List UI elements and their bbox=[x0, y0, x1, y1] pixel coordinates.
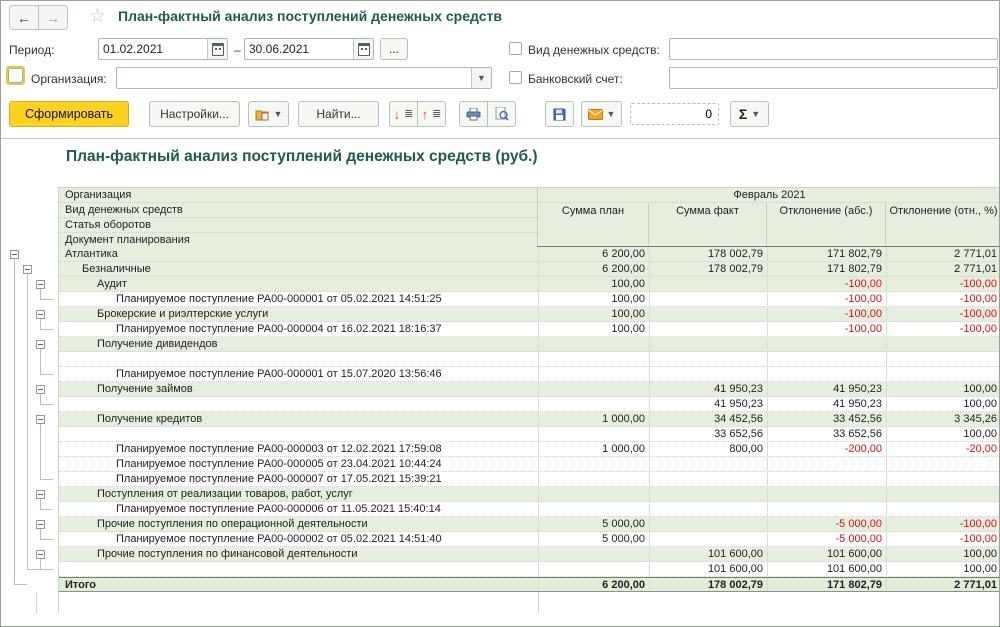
cell-value[interactable]: -100,00 bbox=[768, 292, 887, 306]
group-bracket-line bbox=[40, 559, 41, 569]
period-from-input[interactable] bbox=[99, 39, 207, 59]
cell-value[interactable]: 178 002,79 bbox=[650, 578, 768, 591]
table-row[interactable] bbox=[59, 307, 1000, 322]
sum-function-button[interactable] bbox=[730, 101, 769, 127]
collapse-group-button[interactable] bbox=[36, 490, 45, 499]
arrow-up-icon: ↑ bbox=[421, 106, 429, 122]
cell-value[interactable]: 100,00 bbox=[539, 322, 650, 336]
row-label[interactable] bbox=[59, 427, 539, 441]
cell-value[interactable] bbox=[539, 367, 650, 381]
cell-value[interactable]: 5 000,00 bbox=[539, 517, 650, 531]
row-label[interactable]: Получение дивидендов bbox=[59, 337, 539, 351]
total-row[interactable] bbox=[59, 577, 1000, 592]
cell-value[interactable] bbox=[539, 337, 650, 351]
table-row[interactable] bbox=[59, 562, 1000, 577]
forward-arrow-icon: → bbox=[46, 9, 60, 26]
cell-value[interactable]: 2 771,01 bbox=[887, 247, 1000, 261]
cell-value[interactable] bbox=[650, 487, 768, 501]
collapse-group-button[interactable] bbox=[23, 265, 32, 274]
row-label[interactable]: Атлантика bbox=[59, 247, 539, 261]
nav-button-group bbox=[9, 5, 68, 30]
back-button[interactable] bbox=[9, 5, 39, 30]
period-column-header[interactable]: Февраль 2021 bbox=[538, 188, 1000, 203]
cash-kind-input[interactable] bbox=[670, 39, 997, 59]
find-button[interactable]: Найти... bbox=[298, 101, 379, 127]
cell-value[interactable] bbox=[650, 292, 768, 306]
row-label[interactable]: Планируемое поступление РА00-000004 от 16.02.2021 18:16:37 bbox=[59, 322, 539, 336]
row-label[interactable]: Поступления от реализации товаров, работ, услуг bbox=[59, 487, 539, 501]
cell-value[interactable]: 6 200,00 bbox=[539, 247, 650, 261]
column-header-deviation-abs[interactable]: Отклонение (абс.) bbox=[767, 203, 886, 246]
cell-value[interactable] bbox=[887, 367, 1000, 381]
bank-account-label: Банковский счет: bbox=[528, 72, 623, 86]
table-row[interactable] bbox=[59, 322, 1000, 337]
grid-line bbox=[36, 592, 37, 614]
group-bracket-line bbox=[40, 289, 41, 299]
cell-value[interactable]: 1 000,00 bbox=[539, 442, 650, 456]
list-lines-icon: ≣ bbox=[432, 107, 442, 120]
sigma-icon: Σ bbox=[738, 106, 748, 122]
cell-value[interactable]: -100,00 bbox=[768, 277, 887, 291]
collapse-group-button[interactable] bbox=[36, 415, 45, 424]
organization-label: Организация: bbox=[31, 72, 107, 86]
collapse-group-button[interactable] bbox=[36, 340, 45, 349]
cell-value[interactable]: -100,00 bbox=[768, 322, 887, 336]
table-row[interactable] bbox=[59, 457, 1000, 472]
cell-value[interactable] bbox=[650, 337, 768, 351]
group-bracket-corner bbox=[40, 539, 53, 540]
table-row[interactable] bbox=[59, 412, 1000, 427]
group-bracket-line bbox=[40, 499, 41, 509]
cell-value[interactable] bbox=[887, 457, 1000, 471]
cell-value[interactable] bbox=[539, 352, 650, 366]
cell-value[interactable] bbox=[539, 397, 650, 411]
row-label[interactable] bbox=[59, 397, 539, 411]
collapse-group-button[interactable] bbox=[36, 550, 45, 559]
cell-value[interactable] bbox=[539, 472, 650, 486]
cell-value[interactable] bbox=[539, 547, 650, 561]
cell-value[interactable]: 2 771,01 bbox=[887, 578, 1000, 591]
floppy-disk-icon bbox=[553, 108, 566, 121]
report-rows bbox=[58, 247, 1000, 592]
table-row[interactable] bbox=[59, 382, 1000, 397]
table-row[interactable] bbox=[59, 442, 1000, 457]
cell-value[interactable]: 101 600,00 bbox=[650, 562, 768, 576]
bank-account-checkbox[interactable] bbox=[509, 71, 522, 84]
group-bracket-line bbox=[40, 424, 41, 479]
row-label[interactable]: Планируемое поступление РА00-000005 от 23.04.2021 10:44:24 bbox=[59, 457, 539, 471]
report-title: План-фактный анализ поступлений денежных средств (руб.) bbox=[66, 148, 538, 165]
cell-value[interactable]: 33 452,56 bbox=[768, 412, 887, 426]
cell-value[interactable]: 41 950,23 bbox=[650, 382, 768, 396]
period-to-field bbox=[244, 38, 374, 60]
cell-value[interactable]: 3 345,26 bbox=[887, 412, 1000, 426]
bank-account-field bbox=[669, 67, 998, 89]
cell-value[interactable]: -100,00 bbox=[887, 277, 1000, 291]
cell-value[interactable] bbox=[539, 427, 650, 441]
group-bracket-line bbox=[40, 319, 41, 329]
settings-button[interactable]: Настройки... bbox=[149, 101, 240, 127]
group-bracket-line bbox=[40, 349, 41, 374]
collapse-group-button[interactable] bbox=[10, 250, 19, 259]
cell-value[interactable] bbox=[768, 487, 887, 501]
cell-value[interactable]: 41 950,23 bbox=[768, 397, 887, 411]
table-row[interactable] bbox=[59, 292, 1000, 307]
group-bracket-corner bbox=[40, 479, 53, 480]
group-bracket-line bbox=[40, 529, 41, 539]
report-variants-button[interactable] bbox=[248, 101, 289, 127]
column-header-fact[interactable]: Сумма факт bbox=[649, 203, 767, 246]
collapse-groups-button[interactable] bbox=[417, 101, 446, 127]
row-header-labels bbox=[59, 188, 538, 246]
grid-line bbox=[58, 592, 59, 614]
cell-value[interactable] bbox=[768, 352, 887, 366]
row-label[interactable] bbox=[59, 562, 539, 576]
row-label[interactable]: Получение займов bbox=[59, 382, 539, 396]
cell-value[interactable]: 34 452,56 bbox=[650, 412, 768, 426]
organization-combo bbox=[116, 67, 492, 89]
table-row[interactable] bbox=[59, 352, 1000, 367]
cell-value[interactable] bbox=[650, 472, 768, 486]
calendar-icon bbox=[212, 43, 224, 56]
collapse-group-button[interactable] bbox=[36, 280, 45, 289]
cell-value[interactable] bbox=[539, 502, 650, 516]
chevron-down-icon: ▼ bbox=[606, 109, 616, 119]
cell-value[interactable]: 100,00 bbox=[539, 292, 650, 306]
cell-value[interactable]: 178 002,79 bbox=[650, 247, 768, 261]
collapse-group-button[interactable] bbox=[36, 310, 45, 319]
cell-value[interactable] bbox=[539, 487, 650, 501]
period-from-calendar-button[interactable] bbox=[207, 39, 227, 59]
report-area bbox=[1, 138, 999, 626]
row-label[interactable]: Аудит bbox=[59, 277, 539, 291]
group-bracket-corner bbox=[14, 584, 27, 585]
group-bracket-line bbox=[40, 394, 41, 404]
cash-kind-label: Вид денежных средств: bbox=[528, 43, 660, 57]
cell-value[interactable] bbox=[539, 382, 650, 396]
forward-button[interactable] bbox=[38, 5, 68, 30]
cell-value[interactable] bbox=[650, 307, 768, 321]
printer-icon bbox=[466, 108, 481, 121]
cell-value[interactable]: 5 000,00 bbox=[539, 532, 650, 546]
table-row[interactable] bbox=[59, 247, 1000, 262]
collapse-group-button[interactable] bbox=[36, 385, 45, 394]
cell-value[interactable] bbox=[539, 562, 650, 576]
row-header-flow-item[interactable]: Статья оборотов bbox=[59, 218, 537, 233]
row-label[interactable]: Планируемое поступление РА00-000002 от 05.02.2021 14:51:40 bbox=[59, 532, 539, 546]
page-title: План-фактный анализ поступлений денежных средств bbox=[118, 8, 502, 24]
cell-value[interactable]: 101 600,00 bbox=[768, 562, 887, 576]
cell-value[interactable] bbox=[887, 337, 1000, 351]
cell-value[interactable]: -100,00 bbox=[887, 532, 1000, 546]
cell-value[interactable] bbox=[650, 277, 768, 291]
cell-value[interactable]: 2 771,01 bbox=[887, 262, 1000, 276]
cash-kind-field bbox=[669, 38, 998, 60]
chevron-down-icon: ▼ bbox=[477, 73, 486, 83]
generate-button[interactable]: Сформировать bbox=[9, 101, 129, 127]
cell-value[interactable]: 100,00 bbox=[887, 382, 1000, 396]
row-header-planning-document[interactable]: Документ планирования bbox=[59, 233, 537, 248]
group-bracket-corner bbox=[40, 569, 53, 570]
chevron-down-icon: ▼ bbox=[273, 109, 283, 119]
cell-value[interactable] bbox=[768, 502, 887, 516]
table-row[interactable] bbox=[59, 277, 1000, 292]
cell-value[interactable]: -100,00 bbox=[887, 517, 1000, 531]
save-button[interactable] bbox=[545, 101, 574, 127]
cell-value[interactable]: -20,00 bbox=[887, 442, 1000, 456]
list-lines-icon: ≣ bbox=[404, 107, 414, 120]
cell-value[interactable]: 41 950,23 bbox=[768, 382, 887, 396]
group-bracket-corner bbox=[40, 374, 53, 375]
table-row[interactable] bbox=[59, 517, 1000, 532]
cell-value[interactable]: -200,00 bbox=[768, 442, 887, 456]
calendar-icon bbox=[358, 43, 370, 56]
organization-checkbox-focus-ring bbox=[6, 66, 25, 85]
cell-value[interactable]: 171 802,79 bbox=[768, 247, 887, 261]
row-label[interactable]: Итого bbox=[59, 578, 539, 591]
row-label[interactable]: Планируемое поступление РА00-000006 от 11.05.2021 15:40:14 bbox=[59, 502, 539, 516]
row-label[interactable]: Брокерские и риэлтерские услуги bbox=[59, 307, 539, 321]
cell-value[interactable]: -5 000,00 bbox=[768, 532, 887, 546]
cell-value[interactable]: 33 652,56 bbox=[768, 427, 887, 441]
cell-value[interactable]: 100,00 bbox=[887, 427, 1000, 441]
cell-value[interactable]: 100,00 bbox=[887, 397, 1000, 411]
table-row[interactable] bbox=[59, 337, 1000, 352]
cell-value[interactable]: -100,00 bbox=[887, 307, 1000, 321]
favorite-star-icon[interactable]: ☆ bbox=[89, 6, 107, 27]
cell-value[interactable]: 100,00 bbox=[887, 562, 1000, 576]
cell-value[interactable] bbox=[650, 457, 768, 471]
column-header-plan[interactable]: Сумма план bbox=[538, 203, 649, 246]
grid-line bbox=[538, 592, 539, 614]
organization-dropdown-button[interactable] bbox=[471, 68, 491, 88]
grouping-tree-margin bbox=[1, 247, 58, 593]
cell-value[interactable]: 178 002,79 bbox=[650, 262, 768, 276]
print-preview-button[interactable] bbox=[487, 101, 516, 127]
table-row[interactable] bbox=[59, 532, 1000, 547]
column-header-deviation-rel[interactable]: Отклонение (отн., %) bbox=[886, 203, 1000, 246]
table-row[interactable] bbox=[59, 502, 1000, 517]
row-header-organization[interactable]: Организация bbox=[59, 188, 537, 203]
period-label: Период: bbox=[9, 43, 55, 57]
cell-value[interactable] bbox=[539, 457, 650, 471]
group-bracket-corner bbox=[40, 299, 53, 300]
table-row[interactable] bbox=[59, 397, 1000, 412]
row-label[interactable]: Прочие поступления по операционной деятельности bbox=[59, 517, 539, 531]
cell-value[interactable] bbox=[650, 367, 768, 381]
cell-value[interactable] bbox=[887, 472, 1000, 486]
cell-value[interactable]: -100,00 bbox=[887, 322, 1000, 336]
cell-value[interactable]: 100,00 bbox=[539, 277, 650, 291]
cell-value[interactable]: 6 200,00 bbox=[539, 262, 650, 276]
row-label[interactable]: Планируемое поступление РА00-000001 от 15.07.2020 13:56:46 bbox=[59, 367, 539, 381]
cell-value[interactable]: 6 200,00 bbox=[539, 578, 650, 591]
period-more-button[interactable]: ... bbox=[380, 38, 408, 60]
organization-checkbox[interactable] bbox=[8, 68, 23, 83]
send-mail-button[interactable] bbox=[581, 101, 622, 127]
table-row[interactable] bbox=[59, 472, 1000, 487]
row-label[interactable]: Безналичные bbox=[59, 262, 539, 276]
table-row[interactable] bbox=[59, 547, 1000, 562]
autosum-input[interactable] bbox=[631, 104, 718, 124]
row-label[interactable] bbox=[59, 352, 539, 366]
period-to-input[interactable] bbox=[245, 39, 353, 59]
period-from-field bbox=[98, 38, 228, 60]
cell-value[interactable]: -100,00 bbox=[768, 307, 887, 321]
group-bracket-line bbox=[27, 274, 28, 569]
table-row[interactable] bbox=[59, 487, 1000, 502]
cash-kind-checkbox[interactable] bbox=[509, 42, 522, 55]
cell-value[interactable] bbox=[887, 352, 1000, 366]
group-bracket-corner bbox=[40, 329, 53, 330]
row-label[interactable]: Получение кредитов bbox=[59, 412, 539, 426]
cell-value[interactable] bbox=[650, 532, 768, 546]
cell-value[interactable]: 100,00 bbox=[887, 547, 1000, 561]
group-bracket-corner bbox=[27, 569, 40, 570]
back-arrow-icon: ← bbox=[17, 9, 31, 26]
cell-value[interactable] bbox=[768, 337, 887, 351]
row-label[interactable]: Планируемое поступление РА00-000007 от 17.05.2021 15:39:21 bbox=[59, 472, 539, 486]
cell-value[interactable] bbox=[650, 517, 768, 531]
cell-value[interactable] bbox=[768, 472, 887, 486]
report-header bbox=[58, 187, 1000, 247]
table-row[interactable] bbox=[59, 262, 1000, 277]
folder-document-icon bbox=[255, 108, 270, 121]
preview-magnifier-icon bbox=[495, 107, 509, 121]
cell-value[interactable]: 101 600,00 bbox=[768, 547, 887, 561]
column-headers bbox=[538, 188, 1000, 246]
cell-value[interactable]: 100,00 bbox=[539, 307, 650, 321]
chevron-down-icon: ▼ bbox=[751, 109, 761, 119]
row-label[interactable]: Планируемое поступление РА00-000003 от 12.02.2021 17:59:08 bbox=[59, 442, 539, 456]
cell-value[interactable]: 171 802,79 bbox=[768, 262, 887, 276]
cell-value[interactable]: 101 600,00 bbox=[650, 547, 768, 561]
cell-value[interactable]: 171 802,79 bbox=[768, 578, 887, 591]
cell-value[interactable]: -100,00 bbox=[887, 292, 1000, 306]
expand-groups-button[interactable] bbox=[389, 101, 418, 127]
cell-value[interactable] bbox=[887, 502, 1000, 516]
cell-value[interactable]: -5 000,00 bbox=[768, 517, 887, 531]
envelope-icon bbox=[588, 109, 603, 120]
period-separator: – bbox=[234, 43, 241, 57]
print-button[interactable] bbox=[459, 101, 488, 127]
row-label[interactable]: Планируемое поступление РА00-000001 от 05.02.2021 14:51:25 bbox=[59, 292, 539, 306]
cell-value[interactable]: 800,00 bbox=[650, 442, 768, 456]
cell-value[interactable] bbox=[650, 352, 768, 366]
collapse-group-button[interactable] bbox=[36, 520, 45, 529]
group-bracket-corner bbox=[40, 509, 53, 510]
cell-value[interactable] bbox=[650, 322, 768, 336]
group-bracket-line bbox=[14, 259, 15, 584]
organization-input[interactable] bbox=[117, 68, 471, 88]
cell-value[interactable] bbox=[768, 367, 887, 381]
group-bracket-corner bbox=[40, 404, 53, 405]
arrow-down-icon: ↓ bbox=[393, 106, 401, 122]
bank-account-input[interactable] bbox=[670, 68, 997, 88]
table-row[interactable] bbox=[59, 427, 1000, 442]
cell-value[interactable] bbox=[650, 502, 768, 516]
cell-value[interactable] bbox=[887, 487, 1000, 501]
autosum-field bbox=[630, 103, 719, 125]
cell-value[interactable]: 1 000,00 bbox=[539, 412, 650, 426]
row-header-cash-kind[interactable]: Вид денежных средств bbox=[59, 203, 537, 218]
table-row[interactable] bbox=[59, 367, 1000, 382]
row-label[interactable]: Прочие поступления по финансовой деятельности bbox=[59, 547, 539, 561]
cell-value[interactable] bbox=[768, 457, 887, 471]
cell-value[interactable]: 41 950,23 bbox=[650, 397, 768, 411]
period-to-calendar-button[interactable] bbox=[353, 39, 373, 59]
cell-value[interactable]: 33 652,56 bbox=[650, 427, 768, 441]
